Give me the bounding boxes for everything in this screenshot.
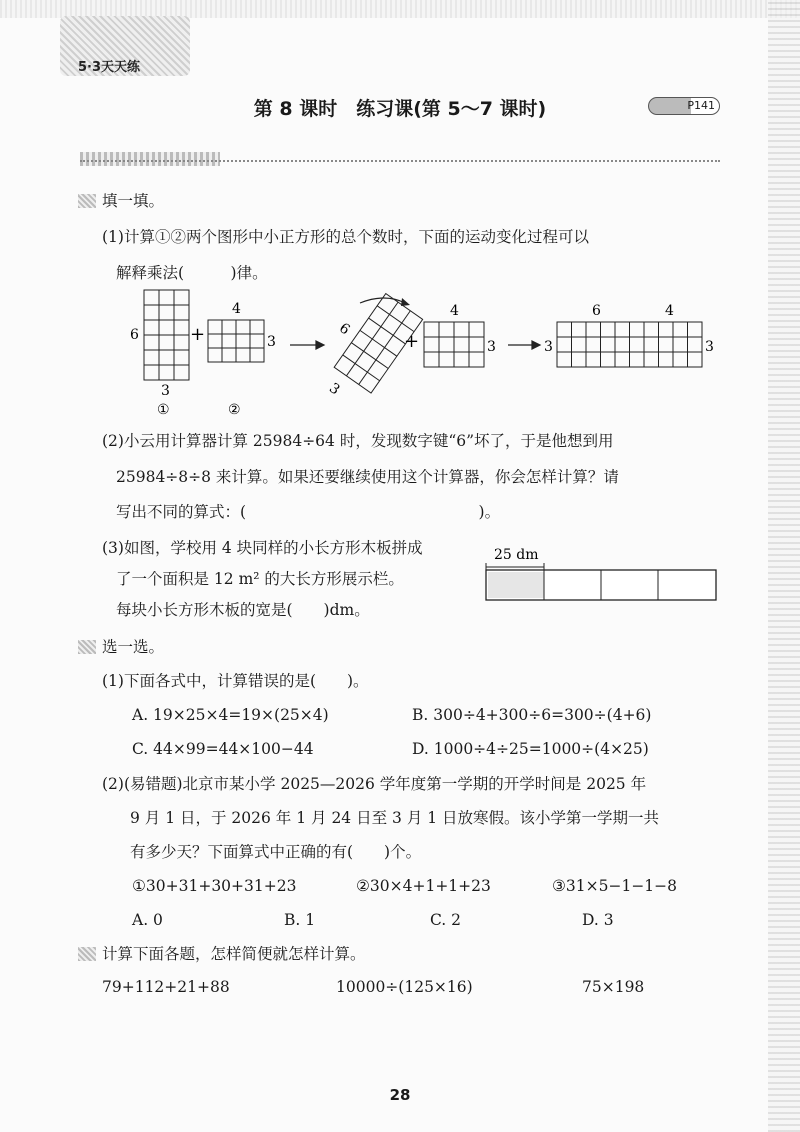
final-label-3-left: 3 xyxy=(544,339,553,355)
choice-q2-line1: (2)(易错题)北京市某小学 2025—2026 学年度第一学期的开学时间是 2025 年 xyxy=(102,775,647,793)
section-icon xyxy=(78,947,96,961)
choice-q2-expr-3: ③31×5−1−1−8 xyxy=(552,877,678,895)
choice-q2-line2: 9 月 1 日，于 2026 年 1 月 24 日至 3 月 1 日放寒假。该小学第一学期一共 xyxy=(130,809,660,827)
grid-shape-final xyxy=(557,322,702,367)
choice-q2-option-c: C. 2 xyxy=(430,911,462,929)
page-number: 28 xyxy=(389,1086,411,1104)
choice-q1-option-a: A. 19×25×4=19×(25×4) xyxy=(132,706,329,724)
choice-q1-text: (1)下面各式中，计算错误的是( )。 xyxy=(102,672,369,690)
page-title: 第 8 课时 练习课(第 5～7 课时) xyxy=(253,98,547,120)
rot-label-3: 3 xyxy=(326,380,343,399)
q1-text-line2: 解释乘法( )律。 xyxy=(116,264,268,282)
circle-label-1: ① xyxy=(157,402,170,418)
plus-sign-1: + xyxy=(190,324,206,345)
dotted-divider xyxy=(80,160,720,162)
calc-problem-3: 75×198 xyxy=(582,978,645,996)
choice-q1-option-d: D. 1000÷4÷25=1000÷(4×25) xyxy=(412,740,649,758)
section-icon xyxy=(78,194,96,208)
section-heading-choose: 选一选。 xyxy=(102,638,165,656)
final-label-6: 6 xyxy=(592,303,601,319)
choice-q2-option-d: D. 3 xyxy=(582,911,614,929)
calc-problem-2: 10000÷(125×16) xyxy=(336,978,473,996)
scan-edge-right xyxy=(768,0,800,1132)
rot-label-6: 6 xyxy=(336,320,353,339)
section-icon xyxy=(78,640,96,654)
motion-figure xyxy=(120,285,720,420)
divider-decoration xyxy=(80,152,220,166)
grid-shape-2 xyxy=(208,320,264,362)
right-label-3: 3 xyxy=(487,339,496,355)
choice-q2-expr-1: ①30+31+30+31+23 xyxy=(132,877,297,895)
label-4: 4 xyxy=(232,301,241,317)
label-3-right: 3 xyxy=(267,334,276,350)
q2-text-line2: 25984÷8÷8 来计算。如果还要继续使用这个计算器，你会怎样计算？请 xyxy=(116,468,619,486)
label-6: 6 xyxy=(130,327,139,343)
grid-shape-1 xyxy=(144,290,189,380)
label-3-bottom: 3 xyxy=(161,383,170,399)
q3-text-line2: 了一个面积是 12 m² 的大长方形展示栏。 xyxy=(116,570,404,588)
q3-text-line3: 每块小长方形木板的宽是( )dm。 xyxy=(116,601,370,619)
board-figure xyxy=(482,543,718,605)
section-heading-fill: 填一填。 xyxy=(102,192,165,210)
arrow-1 xyxy=(290,341,324,349)
final-label-3-right: 3 xyxy=(705,339,714,355)
arrow-2 xyxy=(508,341,540,349)
page-reference-badge: P141 xyxy=(648,97,720,115)
calc-problem-1: 79+112+21+88 xyxy=(102,978,230,996)
choice-q2-line3: 有多少天？下面算式中正确的有( )个。 xyxy=(130,843,422,861)
final-label-4: 4 xyxy=(665,303,674,319)
board-label-25dm: 25 dm xyxy=(494,547,539,563)
right-label-4: 4 xyxy=(450,303,459,319)
plus-sign-2: + xyxy=(404,331,420,352)
section-heading-calc: 计算下面各题，怎样简便就怎样计算。 xyxy=(102,945,366,963)
q3-text-line1: (3)如图，学校用 4 块同样的小长方形木板拼成 xyxy=(102,539,423,557)
choice-q2-option-a: A. 0 xyxy=(132,911,163,929)
choice-q2-option-b: B. 1 xyxy=(284,911,316,929)
q2-text-line1: (2)小云用计算器计算 25984÷64 时，发现数字键“6”坏了，于是他想到用 xyxy=(102,432,614,450)
grid-shape-3 xyxy=(424,322,484,367)
choice-q2-expr-2: ②30×4+1+1+23 xyxy=(356,877,491,895)
choice-q1-option-c: C. 44×99=44×100−44 xyxy=(132,740,314,758)
q1-text-line1: (1)计算①②两个图形中小正方形的总个数时，下面的运动变化过程可以 xyxy=(102,228,589,246)
logo-text: 5·3天天练 xyxy=(78,60,141,75)
choice-q1-option-b: B. 300÷4+300÷6=300÷(4+6) xyxy=(412,706,652,724)
rotation-arrow-head xyxy=(401,298,410,306)
q2-text-line3: 写出不同的算式：( )。 xyxy=(116,503,501,521)
circle-label-2: ② xyxy=(228,402,241,418)
